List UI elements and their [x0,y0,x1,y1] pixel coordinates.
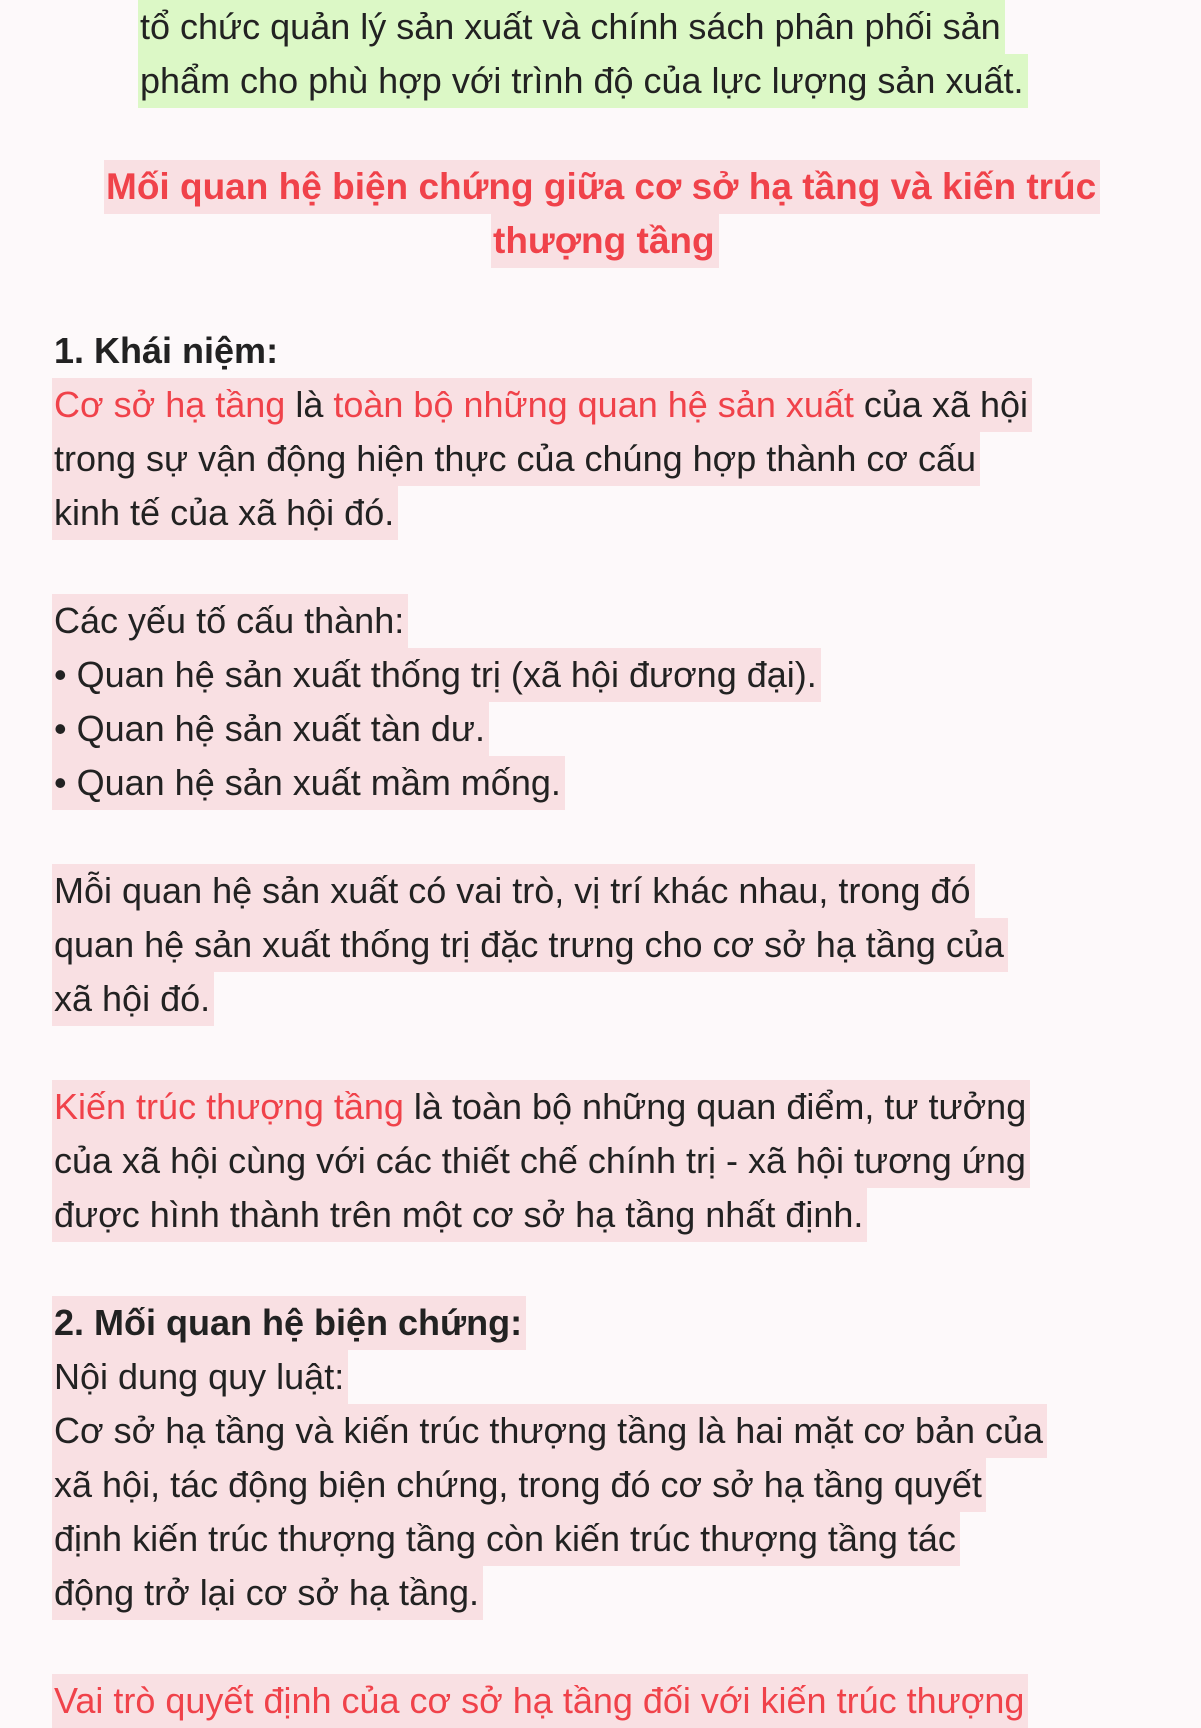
intro-line-2: phẩm cho phù hợp với trình độ của lực lượng sản xuất. [138,54,1028,108]
content-line-4: động trở lại cơ sở hạ tầng. [52,1566,483,1620]
note-line-2: quan hệ sản xuất thống trị đặc trưng cho cơ sở hạ tầng của [52,918,1008,972]
definition-connector: là [285,384,334,425]
content-line-2: xã hội, tác động biện chứng, trong đó cơ sở hạ tầng quyết [52,1458,986,1512]
section-1-heading: 1. Khái niệm: [54,330,279,371]
note-line-1: Mỗi quan hệ sản xuất có vai trò, vị trí khác nhau, trong đó [52,864,975,918]
term-superstructure: Kiến trúc thượng tầng [54,1086,404,1127]
title-line-1: Mối quan hệ biện chứng giữa cơ sở hạ tầng và kiến trúc [104,160,1100,214]
content-line-1: Cơ sở hạ tầng và kiến trúc thượng tầng là hai mặt cơ bản của [52,1404,1047,1458]
definition-superstructure-rest: là toàn bộ những quan điểm, tư tưởng [403,1086,1027,1127]
components-heading: Các yếu tố cấu thành: [52,594,408,648]
role-heading: Vai trò quyết định của cơ sở hạ tầng đối với kiến trúc thượng [52,1674,1028,1728]
term-infrastructure: Cơ sở hạ tầng [54,384,286,425]
content-heading: Nội dung quy luật: [52,1350,348,1404]
definition-highlight: toàn bộ những quan hệ sản xuất [333,384,854,425]
definition-infrastructure-line-2: trong sự vận động hiện thực của chúng hợp thành cơ cấu [52,432,980,486]
component-item-dominant: • Quan hệ sản xuất thống trị (xã hội đương đại). [52,648,821,702]
title-line-2: thượng tầng [491,214,719,268]
definition-superstructure-line-2: của xã hội cùng với các thiết chế chính trị - xã hội tương ứng [52,1134,1030,1188]
note-line-3: xã hội đó. [52,972,214,1026]
definition-superstructure-line-1 [52,1080,1030,1134]
definition-rest: của xã hội [853,384,1029,425]
component-item-emerging: • Quan hệ sản xuất mầm mống. [52,756,565,810]
component-item-residual: • Quan hệ sản xuất tàn dư. [52,702,489,756]
section-2-heading: 2. Mối quan hệ biện chứng: [52,1296,526,1350]
definition-infrastructure-line-1 [52,378,1032,432]
intro-line-1: tổ chức quản lý sản xuất và chính sách phân phối sản [138,0,1005,54]
content-line-3: định kiến trúc thượng tầng còn kiến trúc thượng tầng tác [52,1512,960,1566]
definition-superstructure-line-3: được hình thành trên một cơ sở hạ tầng nhất định. [52,1188,867,1242]
definition-infrastructure-line-3: kinh tế của xã hội đó. [52,486,398,540]
